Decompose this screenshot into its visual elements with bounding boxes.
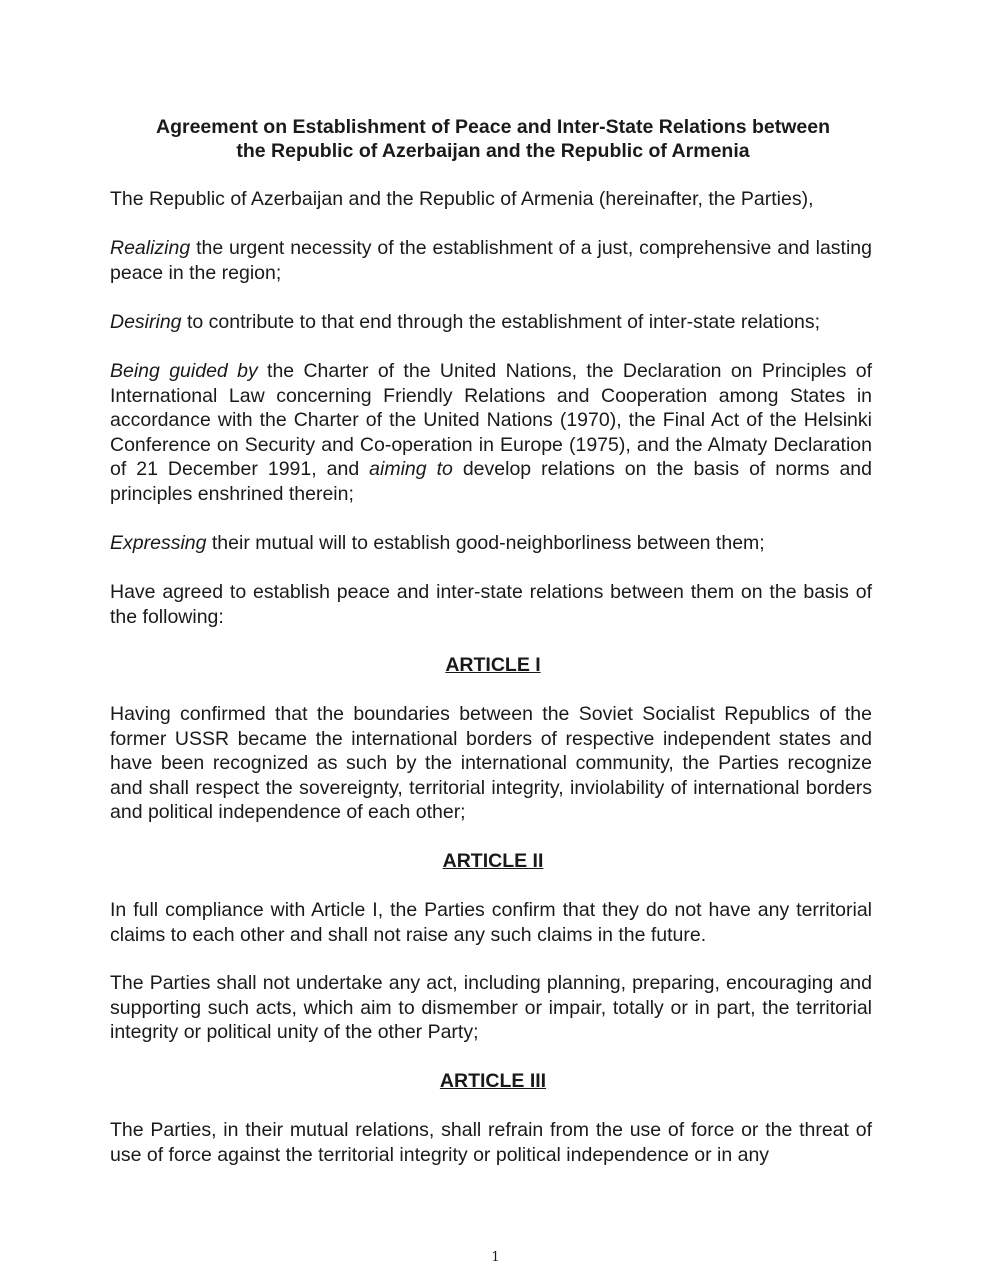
article-3-paragraph: The Parties, in their mutual relations, shall refrain from the use of force or the threat of use of force against the territorial integrity or political independence or in any bbox=[110, 1119, 872, 1166]
article-2-heading-text: ARTICLE II bbox=[442, 850, 544, 872]
emphasis-aiming-to: aiming to bbox=[369, 458, 453, 480]
preamble-expressing bbox=[110, 531, 872, 556]
article-1-heading-text: ARTICLE I bbox=[445, 654, 541, 676]
article-1-heading bbox=[110, 653, 876, 677]
title-line-2: the Republic of Azerbaijan and the Republic of Armenia bbox=[236, 140, 750, 162]
emphasis-realizing: Realizing bbox=[110, 237, 191, 259]
preamble-being-guided-text-2: develop relations on the basis of norms and principles enshrined therein; bbox=[110, 458, 873, 505]
preamble-desiring-text: to contribute to that end through the establishment of inter-state relations; bbox=[181, 311, 820, 333]
article-2-paragraph-2: The Parties shall not undertake any act, including planning, preparing, encouraging and supporting such acts, which aim to dismember or impair, totally or in part, the territorial integrity or political unity of the other Party; bbox=[110, 972, 872, 1043]
preamble-realizing bbox=[110, 236, 872, 285]
article-1-paragraph: Having confirmed that the boundaries between the Soviet Socialist Republics of the former USSR became the international borders of respective independent states and have been recognized as such by the international community, the Parties recognize and shall respect the sovereignty, territorial integrity, inviolability of international borders and political independence of each other; bbox=[110, 703, 872, 823]
preamble-expressing-text: their mutual will to establish good-neighborliness between them; bbox=[206, 532, 765, 554]
title-line-1: Agreement on Establishment of Peace and Inter-State Relations between bbox=[156, 116, 830, 138]
emphasis-expressing: Expressing bbox=[110, 532, 207, 554]
article-2-heading bbox=[110, 849, 876, 873]
preamble-desiring bbox=[110, 310, 872, 335]
article-3-heading bbox=[110, 1069, 876, 1093]
preamble-agreed: Have agreed to establish peace and inter-state relations between them on the basis of the following: bbox=[110, 581, 872, 628]
preamble-being-guided-text: the Charter of the United Nations, the Declaration on Principles of International Law concerning Friendly Relations and Cooperation among States in accordance with the Charter of the United Nations (1970), the Final Act of the Helsinki Conference on Security and Co-operation in Europe (1975), and the Almaty Declaration of 21 December 1991, and bbox=[110, 360, 872, 480]
article-3-heading-text: ARTICLE III bbox=[439, 1070, 547, 1092]
preamble-realizing-text: the urgent necessity of the establishment of a just, comprehensive and lasting peace in the region; bbox=[110, 237, 872, 284]
article-2-paragraph-1: In full compliance with Article I, the Parties confirm that they do not have any territorial claims to each other and shall not raise any such claims in the future. bbox=[110, 899, 872, 946]
page-number: 1 bbox=[491, 1250, 500, 1265]
preamble-being-guided bbox=[110, 359, 872, 506]
emphasis-being-guided: Being guided by bbox=[110, 360, 258, 382]
emphasis-desiring: Desiring bbox=[110, 311, 182, 333]
document-title bbox=[110, 115, 876, 163]
preamble-parties: The Republic of Azerbaijan and the Republic of Armenia (hereinafter, the Parties), bbox=[110, 188, 814, 210]
